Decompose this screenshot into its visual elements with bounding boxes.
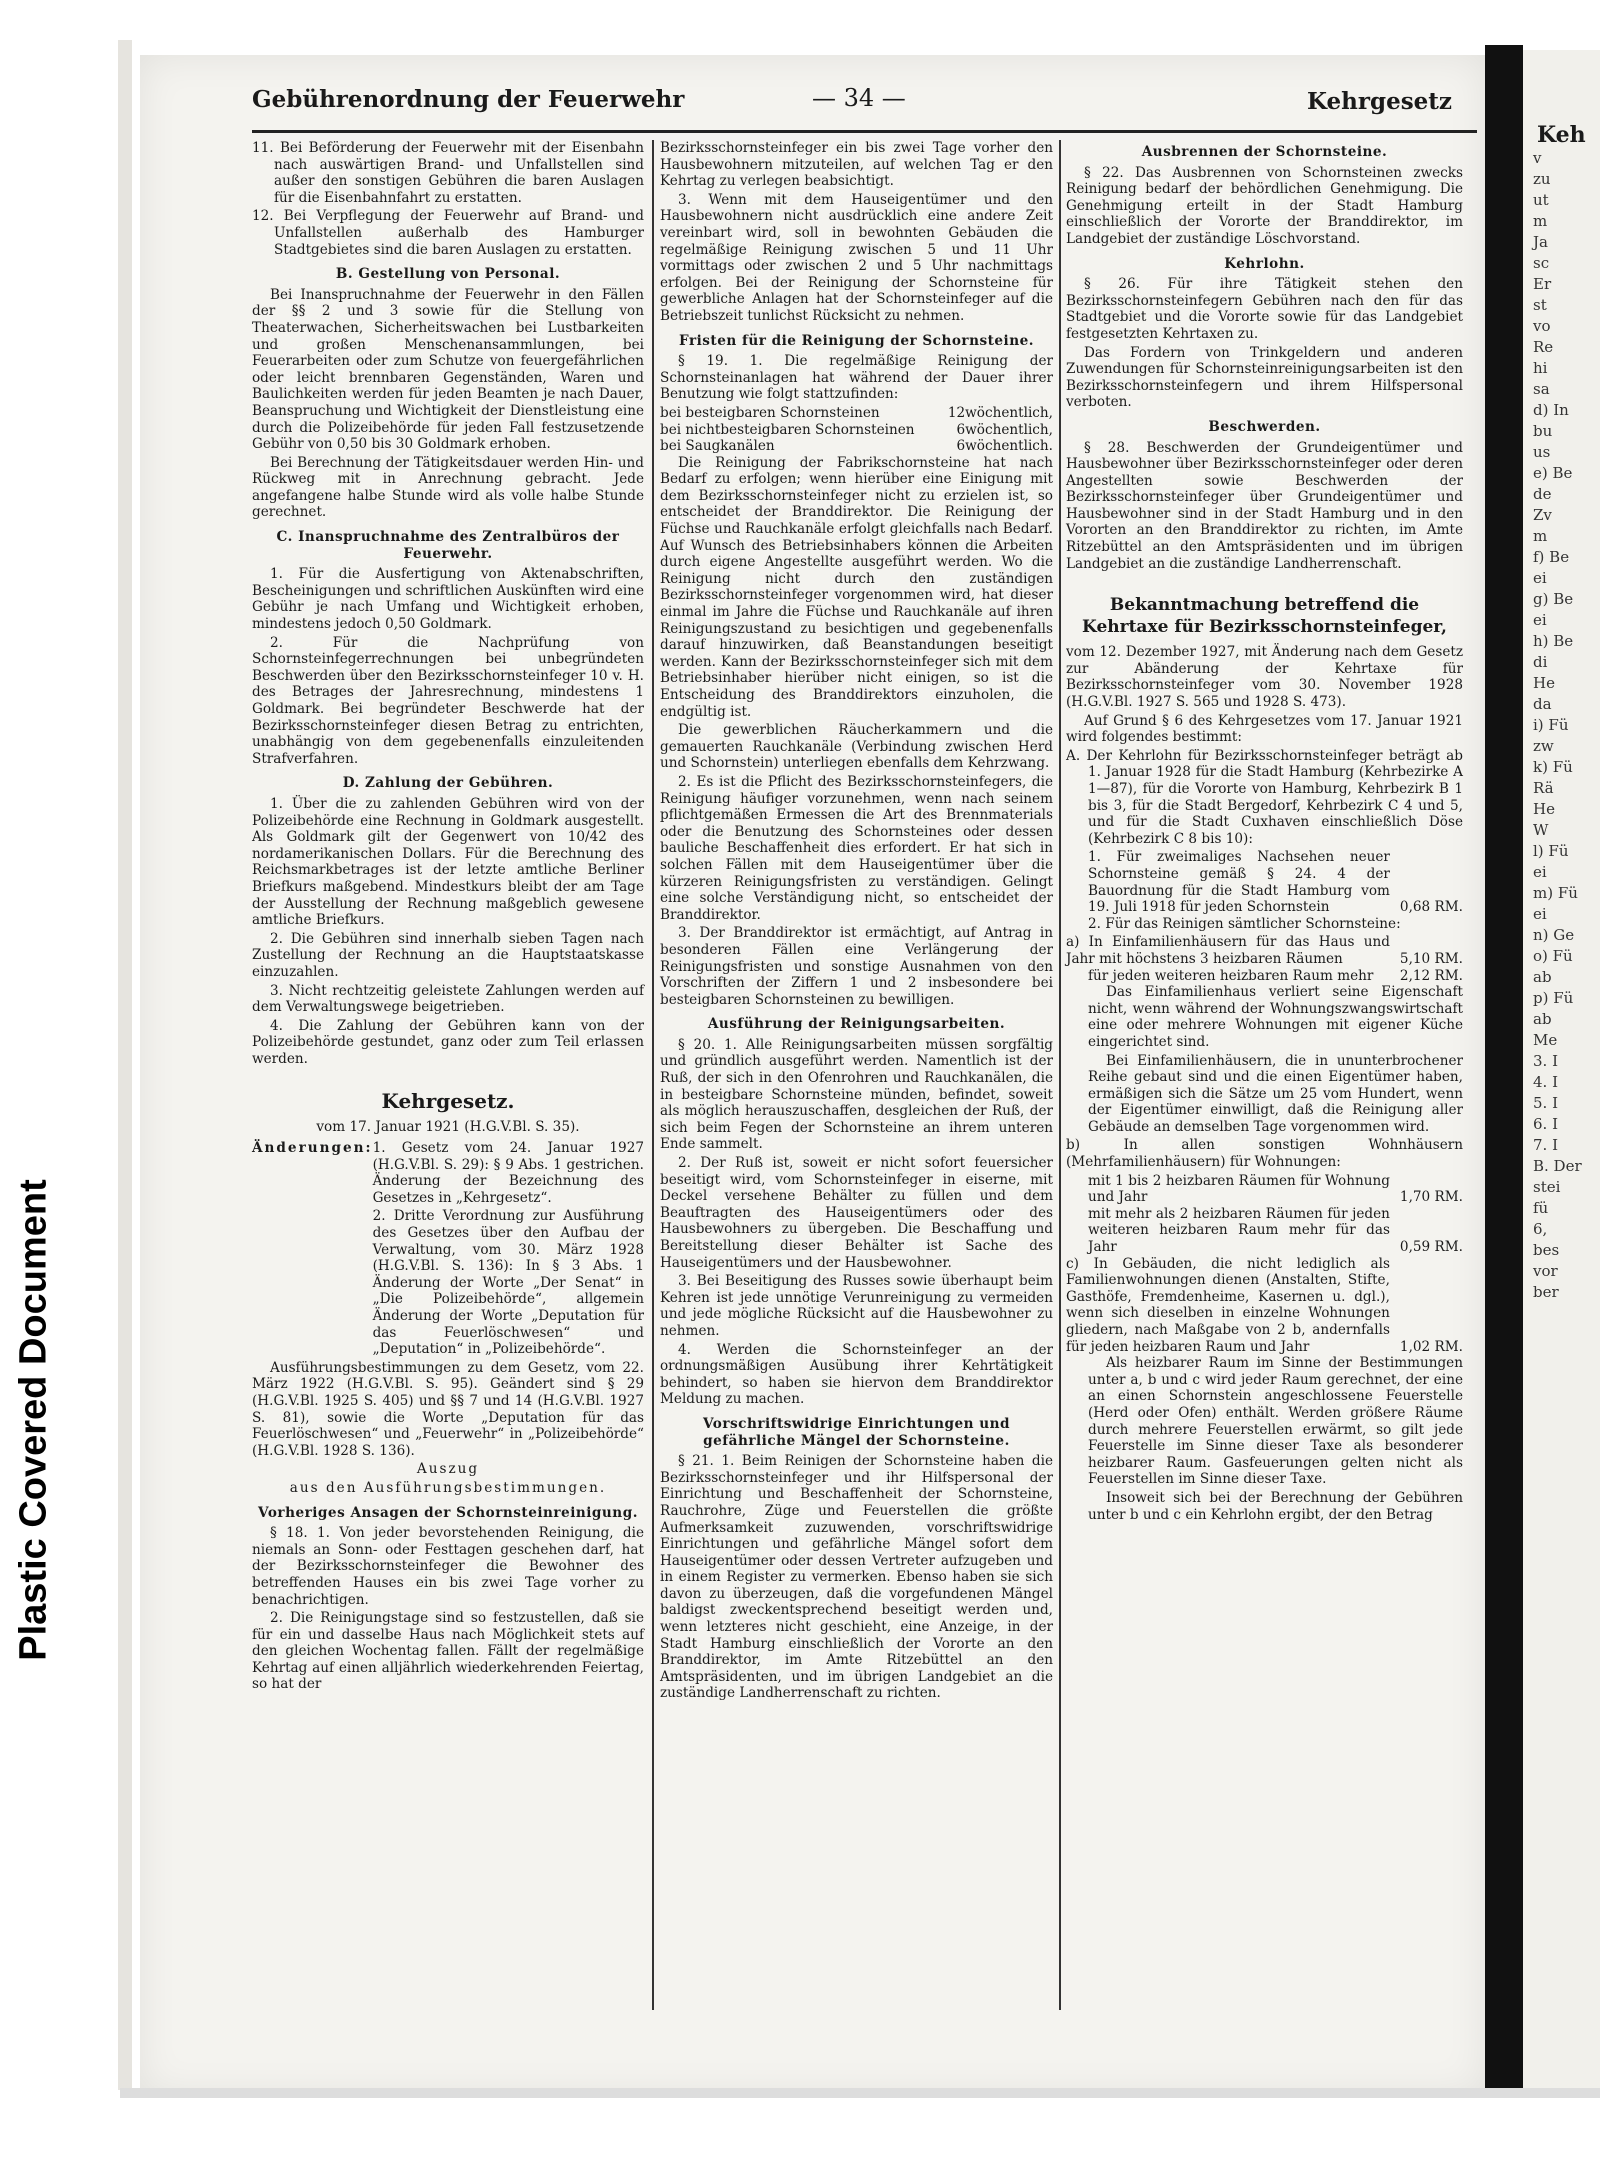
interval-label: bei Saugkanälen xyxy=(660,438,775,455)
interval-label: bei besteigbaren Schornsteinen xyxy=(660,404,880,421)
fee-row xyxy=(1066,934,1463,967)
fee-label: 1. Für zweimaliges Nachsehen neuer Schornsteine gemäß § 24. 4 der Bauordnung für die Stadt Hamburg vom 19. Juli 1918 für jeden Schornstein xyxy=(1088,849,1390,916)
next-page-line: W xyxy=(1533,821,1549,839)
paragraph: Bei Einfamilienhäusern, die in ununterbrochener Reihe gebaut sind und die einen Eigentümer haben, ermäßigen sich die Sätze um 25 vom Hundert, wenn der Eigentümer einwilligt, daß die Reinigung aller Gebäude an demselben Tage vorgenommen wird. xyxy=(1088,1052,1463,1135)
next-page-line: di xyxy=(1533,653,1548,671)
interval-row xyxy=(660,422,1053,439)
paragraph: § 26. Für ihre Tätigkeit stehen den Bezirksschornsteinfegern Gebühren nach den für das Stadtgebiet und die Vororte sowie für das Landgebiet festgesetzten Kehrtaxen zu. xyxy=(1066,276,1463,342)
next-page-line: 3. I xyxy=(1533,1052,1559,1070)
paragraph: Die gewerblichen Räucherkammern und die gemauerten Rauchkanäle (Verbindung zwischen Herd und Schornstein) unterliegen ebenfalls dem Kehrzwang. xyxy=(660,722,1053,772)
paragraph: Als heizbarer Raum im Sinne der Bestimmungen unter a, b und c wird jeder Raum gerechnet, der eine an einen Schornstein angeschlossene Feuerstelle (Herd oder Ofen) enthält. Werden größere Räume durch mehrere Feuerstellen erwärmt, so gilt jede Feuerstelle im Sinne dieser Taxe als besonderer heizbarer Raum. Gasfeuerungen gelten nicht als Feuerstellen im Sinne dieser Taxe. xyxy=(1088,1355,1463,1488)
next-page-line: ei xyxy=(1533,905,1547,923)
amendment-item: 1. Gesetz vom 24. Januar 1927 (H.G.V.Bl. S. 29): § 9 Abs. 1 gestrichen. Änderung der Bezeichnung des Gesetzes in „Kehrgesetz“. xyxy=(372,1140,644,1206)
scan-edge xyxy=(118,40,132,2090)
fee-row xyxy=(1066,1206,1463,1256)
notice-title: Bekanntmachung betreffend die Kehrtaxe für Bezirksschornsteinfeger, xyxy=(1082,595,1447,638)
next-page-line: 4. I xyxy=(1533,1073,1559,1091)
section-heading: Kehrlohn. xyxy=(1224,255,1305,272)
next-page-line: B. Der xyxy=(1533,1157,1582,1175)
column-2 xyxy=(660,140,1053,1704)
column-3 xyxy=(1066,140,1463,1525)
paragraph: 2. Der Ruß ist, soweit er nicht sofort feuersicher beseitigt wird, vom Schornsteinfeger in eiserne, mit Deckel versehene Behälter zu füllen und dem Beauftragten des Hauseigentümers oder des Hausbewohners zu übergeben. Die Beschaffung und Bereitstellung dieser Behälter ist Sache des Hauseigentümers und der Hausbewohner. xyxy=(660,1155,1053,1271)
next-page-line: o) Fü xyxy=(1533,947,1573,965)
section-heading: Ausbrennen der Schornsteine. xyxy=(1141,144,1388,160)
paragraph: 3. Nicht rechtzeitig geleistete Zahlungen werden auf dem Verwaltungswege beigetrieben. xyxy=(252,982,644,1016)
next-page-line: n) Ge xyxy=(1533,926,1575,944)
fee-heading: b) In allen sonstigen Wohnhäusern (Mehrfamilienhäusern) für Wohnungen: xyxy=(1066,1137,1463,1171)
next-page-line: f) Be xyxy=(1533,548,1570,566)
paragraph: 3. Bei Beseitigung des Russes sowie überhaupt beim Kehren ist jede unnötige Verunreinigung zu vermeiden und jede mögliche Rücksicht auf die Hausbewohner zu nehmen. xyxy=(660,1273,1053,1339)
paragraph: Auf Grund § 6 des Kehrgesetzes vom 17. Januar 1921 wird folgendes bestimmt: xyxy=(1066,712,1463,746)
paragraph: 3. Wenn mit dem Hauseigentümer und den Hausbewohnern nicht ausdrücklich eine andere Zeit vereinbart wird, soll in bewohnten Gebäuden die regelmäßige Reinigung zwischen 5 und 11 Uhr vormittags oder zwischen 2 und 5 Uhr nachmittags erfolgen. Bei der Reinigung der Schornsteine für gewerbliche Anlagen hat der Schornsteinfeger auf die Betriebszeit tunlichst Rücksicht zu nehmen. xyxy=(660,191,1053,324)
paragraph: Das Fordern von Trinkgeldern und anderen Zuwendungen für Schornsteinreinigungsarbeiten ist den Bezirksschornsteinfegern und ihrem Hilfspersonal verboten. xyxy=(1066,344,1463,411)
fee-label: mit mehr als 2 heizbaren Räumen für jeden weiteren heizbaren Raum mehr für das Jahr xyxy=(1088,1205,1390,1256)
fee-row xyxy=(1066,1256,1463,1356)
next-page-line: ab xyxy=(1533,1010,1552,1028)
paragraph: § 18. 1. Von jeder bevorstehenden Reinigung, die niemals an Sonn- oder Festtagen geschehen darf, hat der Bezirksschornsteinfeger die Bewohner des betreffenden Hauses ein bis zwei Tage vorher zu benachrichtigen. xyxy=(252,1525,644,1608)
paragraph: 2. Die Reinigungstage sind so festzustellen, daß sie für ein und dasselbe Haus nach Möglichkeit stets auf den gleichen Wochentag fallen. Fällt der regelmäßige Kehrtag auf einen alljährlich wiederkehrenden Feiertag, so hat der xyxy=(252,1610,644,1693)
paragraph: § 19. 1. Die regelmäßige Reinigung der Schornsteinanlagen hat während der Dauer ihrer Benutzung wie folgt stattzufinden: xyxy=(660,353,1053,403)
excerpt-label: aus den Ausführungsbestimmungen. xyxy=(289,1479,607,1496)
amendments-label: Änderungen: xyxy=(252,1140,373,1157)
column-divider xyxy=(652,140,654,2010)
next-page-line: i) Fü xyxy=(1533,716,1569,734)
header-left-title: Gebührenordnung der Feuerwehr xyxy=(252,86,685,113)
next-page-line: vor xyxy=(1533,1262,1558,1280)
paragraph: 11. Bei Beförderung der Feuerwehr mit der Eisenbahn nach auswärtigen Brand- und Unfallstellen sind außer den sonstigen Gebühren die baren Auslagen für die Eisenbahnfahrt zu erstatten. xyxy=(252,140,644,206)
fee-label: für jeden weiteren heizbaren Raum mehr xyxy=(1088,967,1374,984)
header-rule xyxy=(252,130,1477,133)
next-page-line: hi xyxy=(1533,359,1548,377)
header-right-title: Kehrgesetz xyxy=(1307,88,1452,115)
paragraph: 4. Die Zahlung der Gebühren kann von der Polizeibehörde gestundet, ganz oder zum Teil erlassen werden. xyxy=(252,1017,644,1067)
interval-label: bei nichtbesteigbaren Schornsteinen xyxy=(660,421,915,438)
next-page-line: zu xyxy=(1533,170,1551,188)
next-page-line: d) In xyxy=(1533,401,1569,419)
section-heading: Fristen für die Reinigung der Schornsteine. xyxy=(679,332,1034,349)
next-page-line: g) Be xyxy=(1533,590,1574,608)
fee-row xyxy=(1066,968,1463,985)
next-page-line: st xyxy=(1533,296,1547,314)
page-header xyxy=(252,80,1452,124)
next-page-line: k) Fü xyxy=(1533,758,1573,776)
next-page-line: He xyxy=(1533,800,1555,818)
next-page-line: Er xyxy=(1533,275,1552,293)
paragraph: § 21. 1. Beim Reinigen der Schornsteine haben die Bezirksschornsteinfeger und ihr Hilfspersonal der Einrichtung und Beschaffenheit der Schornsteine, Rauchrohre, Züge und Feuerstellen die größte Aufmerksamkeit zuzuwenden, vorschriftswidrige Einrichtungen und gefährliche Mängel sofort dem Hauseigentümer oder dessen Vertreter aufzugeben und in einem Register zu vermerken. Ebenso haben sie sich davon zu überzeugen, daß die vorgefundenen Mängel baldigst zweckentsprechend beseitigt werden und, wenn letzteres nicht geschieht, eine Anzeige, in der Stadt Hamburg einschließlich der Vororte an den Branddirektor, im Amte Ritzebüttel an den Amtspräsidenten, und im übrigen Landgebiet an die zuständige Landherrenschaft zu richten. xyxy=(660,1453,1053,1702)
next-page-heading: Keh xyxy=(1537,122,1586,148)
page-number: — 34 — xyxy=(812,84,906,112)
next-page-fragment xyxy=(1523,50,1600,2090)
next-page-line: ut xyxy=(1533,191,1549,209)
law-title: Kehrgesetz. xyxy=(381,1089,515,1114)
next-page-line: He xyxy=(1533,674,1555,692)
next-page-line: 6, xyxy=(1533,1220,1548,1238)
page-binding-shadow xyxy=(1485,45,1523,2095)
fee-value: 1,70 RM. xyxy=(1399,1189,1463,1206)
next-page-line: ei xyxy=(1533,611,1547,629)
paragraph: 1. Für die Ausfertigung von Aktenabschriften, Bescheinigungen und schriftlichen Auskünften wird eine Gebühr je nach Umfang und Wichtigkeit erhoben, mindestens jedoch 0,50 Goldmark. xyxy=(252,566,644,633)
column-divider xyxy=(1059,140,1061,2010)
paragraph: Das Einfamilienhaus verliert seine Eigenschaft nicht, wenn während der Wohnungszwangswirtschaft eine oder mehrere Wohnungen mit eigener Küche eingerichtet sind. xyxy=(1088,984,1463,1050)
paragraph: vom 12. Dezember 1927, mit Änderung nach dem Gesetz zur Abänderung der Kehrtaxe für Bezirksschornsteinfeger vom 30. November 1928 (H.G.V.Bl. 1927 S. 565 und 1928 S. 473). xyxy=(1066,644,1463,711)
fee-value: 2,12 RM. xyxy=(1399,967,1463,984)
next-page-line: e) Be xyxy=(1533,464,1573,482)
amendment-item: 2. Dritte Verordnung zur Ausführung des Gesetzes über den Aufbau der Verwaltung, vom 30. März 1928 (H.G.V.Bl. S. 136): In § 3 Abs. 1 Änderung der Worte „Der Senat“ in „Die Polizeibehörde“, allgemein Änderung der Worte „Deputation für das Feuerlöschwesen“ und „Deputation“ in „Polizeibehörde“. xyxy=(372,1208,644,1358)
next-page-line: m xyxy=(1533,527,1548,545)
next-page-line: de xyxy=(1533,485,1552,503)
amendments-block xyxy=(252,1140,644,1360)
scan-bottom-edge xyxy=(120,2088,1600,2098)
fee-value: 5,10 RM. xyxy=(1399,950,1463,967)
paragraph: A. Der Kehrlohn für Bezirksschornsteinfeger beträgt ab 1. Januar 1928 für die Stadt Hamburg (Kehrbezirke A 1—87), für die Vororte von Hamburg, Kehrbezirk B 1 bis 3, für die Stadt Bergedorf, Kehrbezirk C 4 und 5, und für die Stadt Cuxhaven einschließlich Döse (Kehrbezirk C 8 bis 10): xyxy=(1066,747,1463,847)
section-heading: D. Zahlung der Gebühren. xyxy=(342,775,554,792)
fee-value: 0,68 RM. xyxy=(1399,899,1463,916)
next-page-line: Me xyxy=(1533,1031,1558,1049)
next-page-line: 7. I xyxy=(1533,1136,1559,1154)
next-page-line: zw xyxy=(1533,737,1554,755)
paragraph: § 20. 1. Alle Reinigungsarbeiten müssen sorgfältig und gründlich ausgeführt werden. Namentlich ist der Ruß, der sich in den Ofenrohren und Rauchkanälen, die in besteigbare Schornsteine münden, befindet, soweit als möglich herauszuschaffen, desgleichen der Ruß, der sich beim Fegen der Schornsteine an ihrem unteren Ende sammelt. xyxy=(660,1036,1053,1153)
section-heading: Vorschriftswidrige Einrichtungen und gefährliche Mängel der Schornsteine. xyxy=(702,1415,1010,1449)
next-page-line: fü xyxy=(1533,1199,1549,1217)
fee-label: c) In Gebäuden, die nicht lediglich als Familienwohnungen dienen (Anstalten, Stifte, Gasthöfe, Fremdenheime, Kasernen u. dgl.), wenn sich dieselben in einzelne Wohnungen gliedern, nach Maßgabe von 2 b, andernfalls für jeden heizbaren Raum und Jahr xyxy=(1066,1255,1390,1355)
next-page-line: ei xyxy=(1533,863,1547,881)
fee-label: mit 1 bis 2 heizbaren Räumen für Wohnung und Jahr xyxy=(1088,1172,1390,1206)
next-page-line: da xyxy=(1533,695,1552,713)
next-page-line: ab xyxy=(1533,968,1552,986)
section-heading: B. Gestellung von Personal. xyxy=(335,266,561,283)
next-page-line: bu xyxy=(1533,422,1553,440)
paragraph: 12. Bei Verpflegung der Feuerwehr auf Brand- und Unfallstellen außerhalb des Hamburger Stadtgebietes sind die baren Auslagen zu erstatten. xyxy=(252,208,644,258)
paragraph: 4. Werden die Schornsteinfeger an der ordnungsmäßigen Ausübung ihrer Kehrtätigkeit behindert, so haben sie hiervon dem Branddirektor Meldung zu machen. xyxy=(660,1341,1053,1408)
paragraph: 2. Es ist die Pflicht des Bezirksschornsteinfegers, die Reinigung häufiger vorzunehmen, wenn nach seinem pflichtgemäßen Ermessen die Art des Brennmaterials oder die Benutzung des Schornsteines oder dessen bauliche Beschaffenheit dies erfordert. Er hat sich in solchen Fällen mit dem Hauseigentümer über die kürzeren Reinigungsfristen zu verständigen. Gelingt eine solche Verständigung nicht, so entscheidet der Branddirektor. xyxy=(660,773,1053,923)
next-page-line: h) Be xyxy=(1533,632,1574,650)
section-heading: Vorheriges Ansagen der Schornsteinreinigung. xyxy=(258,1504,638,1521)
next-page-line: sc xyxy=(1533,254,1550,272)
fee-value: 1,02 RM. xyxy=(1399,1338,1463,1355)
next-page-line: 5. I xyxy=(1533,1094,1559,1112)
next-page-line: us xyxy=(1533,443,1551,461)
paragraph: Bei Inanspruchnahme der Feuerwehr in den Fällen der §§ 2 und 3 sowie für die Stellung von Theaterwachen, Sicherheitswachen bei Lustbarkeiten und großen Menschenansammlungen, bei Feuerarbeiten oder zum Schutze von feuergefährlichen oder leicht brennbaren Gegenständen, Waren und Baulichkeiten werden für jeden Beamten je nach Dauer, Beanspruchung und Wichtigkeit der Dienstleistung eine durch die Polizeibehörde für jeden Fall festzusetzende Gebühr von 0,50 bis 30 Goldmark erhoben. xyxy=(252,286,644,453)
next-page-line: m xyxy=(1533,212,1548,230)
next-page-line: v xyxy=(1533,149,1542,167)
next-page-line: ei xyxy=(1533,569,1547,587)
paragraph: § 22. Das Ausbrennen von Schornsteinen zwecks Reinigung bedarf der behördlichen Genehmigung. Die Genehmigung erteilt in der Stadt Hamburg einschließlich der Vororte der Branddirektor, im Landgebiet der zuständige Löschvorstand. xyxy=(1066,164,1463,247)
paragraph: Insoweit sich bei der Berechnung der Gebühren unter b und c ein Kehrlohn ergibt, der den Betrag xyxy=(1088,1489,1463,1523)
next-page-lines xyxy=(1523,148,1600,1303)
paragraph: Bezirksschornsteinfeger ein bis zwei Tage vorher den Hausbewohnern mitzuteilen, auf welchen Tag er den Kehrtag zu verlegen beabsichtigt. xyxy=(660,140,1053,190)
section-heading: Ausführung der Reinigungsarbeiten. xyxy=(707,1016,1006,1033)
next-page-line: p) Fü xyxy=(1533,989,1574,1007)
fee-heading: 2. Für das Reinigen sämtlicher Schornsteine: xyxy=(1088,915,1401,932)
fee-row xyxy=(1066,1173,1463,1206)
next-page-line: m) Fü xyxy=(1533,884,1578,902)
paragraph: Die Reinigung der Fabrikschornsteine hat nach Bedarf zu erfolgen; wenn hierüber eine Einigung mit dem Bezirksschornsteinfeger nicht zu erzielen ist, so entscheidet der Branddirektor. Die Reinigung der Füchse und Rauchkanäle erfolgt gleichfalls nach Bedarf. Auf Wunsch des Betriebsinhabers können die Arbeiten durch eigene Angestellte ausgeführt werden. Wo die Reinigung nicht durch den zuständigen Bezirksschornsteinfeger vorgenommen wird, hat dieser einmal im Jahre die Füchse und Rauchkanäle auf ihren Reinigungszustand zu besichtigen und gegebenenfalls darauf hinzuwirken, daß Beanstandungen beseitigt werden. Kann der Bezirksschornsteinfeger sich mit dem Betriebsinhaber hierüber nicht einigen, so ist die Entscheidung des Branddirektors einzuholen, die endgültig ist. xyxy=(660,454,1053,720)
next-page-line: ber xyxy=(1533,1283,1559,1301)
paragraph: § 28. Beschwerden der Grundeigentümer und Hausbewohner über Bezirksschornsteinfeger oder deren Angestellten sowie Beschwerden der Bezirksschornsteinfeger über Grundeigentümer und Hausbewohner sind in der Stadt Hamburg und in den Vororten an den Branddirektor zu richten, im Amte Ritzebüttel an den Amtspräsidenten und im übrigen Landgebiet an die zuständige Landherrenschaft. xyxy=(1066,439,1463,572)
next-page-line: Zv xyxy=(1533,506,1552,524)
paragraph: Bei Berechnung der Tätigkeitsdauer werden Hin- und Rückweg mit in Anrechnung gebracht. Jede angefangene halbe Stunde wird als volle halbe Stunde gerechnet. xyxy=(252,454,644,521)
paragraph: 2. Für die Nachprüfung von Schornsteinfegerrechnungen bei unbegründeten Beschwerden über den Bezirksschornsteinfeger 10 v. H. des Betrages der Jahresrechnung, mindestens 1 Goldmark. Bei begründeter Beschwerde hat der Bezirksschornsteinfeger diesen Betrag zu entrichten, unabhängig von dem gegebenenfalls einzuleitenden Strafverfahren. xyxy=(252,634,644,767)
paragraph: 2. Die Gebühren sind innerhalb sieben Tagen nach Zustellung der Rechnung an die Hauptstaatskasse einzuzahlen. xyxy=(252,930,644,980)
paragraph: Ausführungsbestimmungen zu dem Gesetz, vom 22. März 1922 (H.G.V.Bl. S. 95). Geändert sind § 29 (H.G.V.Bl. 1925 S. 405) und §§ 7 und 14 (H.G.V.Bl. 1927 S. 81), sowie die Worte „Deputation für das Feuerlöschwesen“ und „Feuerwehr“ in „Polizeibehörde“ (H.G.V.Bl. 1928 S. 136). xyxy=(252,1359,644,1459)
side-label: Plastic Covered Document xyxy=(12,1179,55,1661)
section-heading: Beschwerden. xyxy=(1208,418,1321,435)
fee-value: 0,59 RM. xyxy=(1399,1239,1463,1256)
next-page-line: bes xyxy=(1533,1241,1560,1259)
next-page-line: sa xyxy=(1533,380,1550,398)
next-page-line: 6. I xyxy=(1533,1115,1559,1133)
paragraph: 3. Der Branddirektor ist ermächtigt, auf Antrag in besonderen Fällen eine Verlängerung der Reinigungsfristen und sonstige Ausnahmen von den Vorschriften der Ziffern 1 und 2 insbesondere bei besteigbaren Schornsteinen zu bewilligen. xyxy=(660,925,1053,1008)
section-heading: C. Inanspruchnahme des Zentralbüros der Feuerwehr. xyxy=(276,529,620,562)
fee-row xyxy=(1066,849,1463,915)
interval-row xyxy=(660,405,1053,422)
law-subtitle: vom 17. Januar 1921 (H.G.V.Bl. S. 35). xyxy=(316,1119,580,1136)
column-1 xyxy=(252,140,644,1695)
paragraph: 1. Über die zu zahlenden Gebühren wird von der Polizeibehörde eine Rechnung in Goldmark ausgestellt. Als Goldmark gilt der Gegenwert von 10/42 des nordamerikanischen Dollars. Für die Berechnung des Reichsmarkbetrages ist der letzte amtliche Berliner Briefkurs maßgebend. Mindestkurs bleibt der am Tage der Ausstellung der Rechnung maßgeblich gewesene amtliche Briefkurs. xyxy=(252,795,644,929)
interval-row xyxy=(660,438,1053,455)
excerpt-label: Auszug xyxy=(416,1461,480,1478)
next-page-line: stei xyxy=(1533,1178,1561,1196)
interval-value: 6wöchentlich, xyxy=(956,421,1053,438)
next-page-line: Rä xyxy=(1533,779,1554,797)
next-page-line: Re xyxy=(1533,338,1554,356)
next-page-line: l) Fü xyxy=(1533,842,1569,860)
interval-value: 6wöchentlich. xyxy=(956,438,1053,455)
interval-value: 12wöchentlich, xyxy=(947,404,1053,421)
next-page-line: vo xyxy=(1533,317,1551,335)
fee-label: a) In Einfamilienhäusern für das Haus und Jahr mit höchstens 3 heizbaren Räumen xyxy=(1066,934,1390,967)
next-page-line: Ja xyxy=(1533,233,1548,251)
